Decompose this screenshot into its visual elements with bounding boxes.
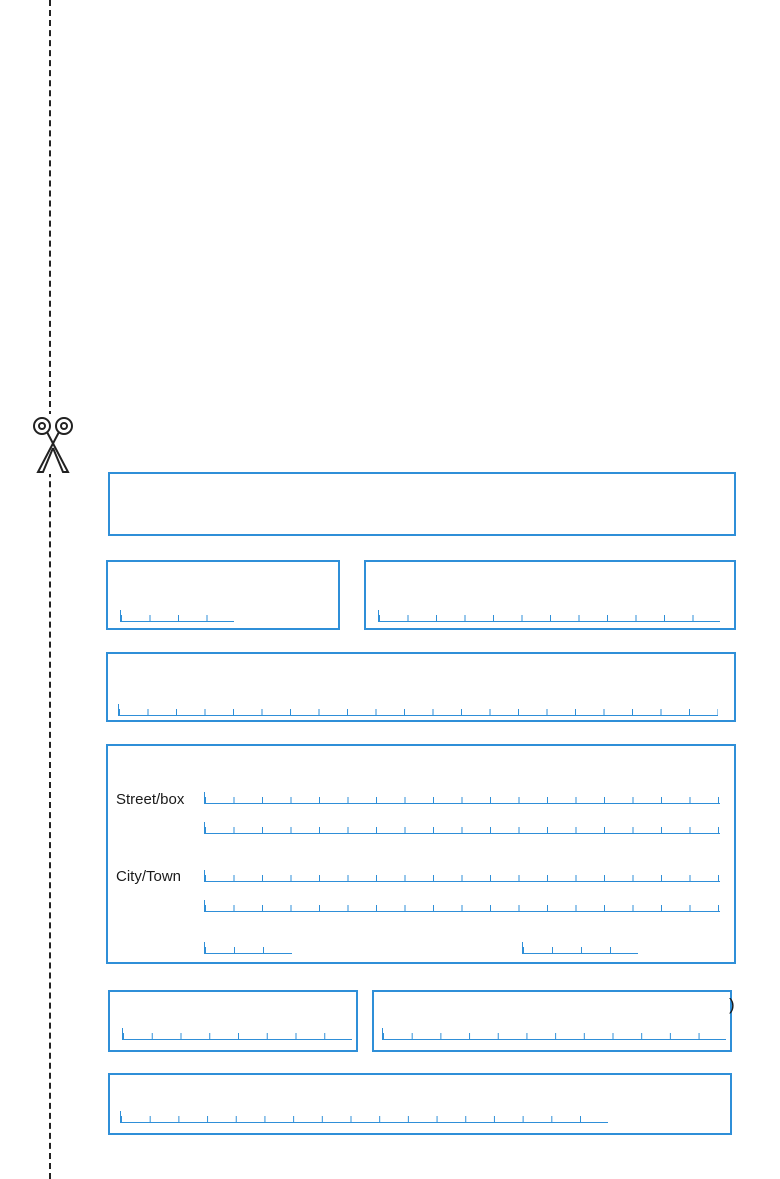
cut-line [49,0,51,1179]
comb-input[interactable] [120,610,234,622]
city-input-line-2[interactable] [204,900,720,912]
large-field-box [364,560,736,630]
city-label: City/Town [116,868,182,885]
comb-input[interactable] [120,1111,608,1123]
scissors-icon [30,414,76,474]
full-width-field-box [106,652,736,722]
lower-left-field-box [108,990,358,1052]
short-comb-left[interactable] [204,942,292,954]
bottom-field-box [108,1073,732,1135]
street-input-line-1[interactable] [204,792,720,804]
comb-input[interactable] [122,1028,352,1040]
street-input-line-2[interactable] [204,822,720,834]
form-header-box [108,472,736,536]
address-box [106,744,736,964]
closing-parenthesis: ) [729,995,735,1014]
small-field-box [106,560,340,630]
city-input-line-1[interactable] [204,870,720,882]
comb-input[interactable] [118,704,718,716]
lower-right-field-box [372,990,732,1052]
comb-input[interactable] [382,1028,726,1040]
comb-input[interactable] [378,610,720,622]
short-comb-right[interactable] [522,942,638,954]
street-label: Street/box [116,791,185,808]
